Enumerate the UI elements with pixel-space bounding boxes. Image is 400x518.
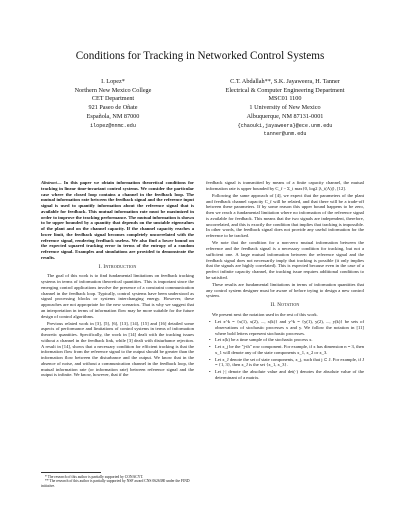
affiliation-line: Northern New Mexico College <box>74 86 152 94</box>
right-column <box>206 180 364 382</box>
footnote: ** The research of this author is partially supported by NSF award CNS 0626380 under the FIND initiative. <box>41 479 190 488</box>
affiliation-line: Electrical & Computer Engineering Department <box>225 86 345 94</box>
affiliation-line: CET Department <box>91 95 135 103</box>
list-item: • Let x_J denote the set of state components, x_j, such that j ⊂ J. For example, if J = {1, 3}, then x_J is the set {x_1, x_3}. <box>215 357 364 369</box>
left-column <box>41 180 194 380</box>
body-paragraph: Previous related work in [3], [5], [6], [13], [14], [15] and [16] detailed some aspects of performance and limitations of control systems in terms of information theoretic quantities. Specifically, the work in [14] dealt with the tracking issues without a channel in the feedback link, while [3] dealt with disturbance rejection. A result in [14], shows that a necessary condition for efficient tracking is that the information flow from the reference signal to the output should be greater than the information flow between the disturbance and the output. We know that in the absence of noise, and without a communication channel in the feedback loop, the mutual information rate (or information rate) between reference signal and the output is infinite. We know, however, that if the <box>41 320 194 378</box>
list-item: • Let x_j be the "j-th" row component. For example, if x has dimension n = 3, then x_1 will denote any of the state components x_1, x_2 or x_3. <box>215 344 364 356</box>
author-right <box>206 78 364 139</box>
body-paragraph: Following the same approach of [4], we expect that the parameters of the plant and feedback channel capacity C_f will be related, and that there will be a trade-off between these parameters. If by some reason this upper bound happens to be zero, then we reach a fundamental limitation where no information of the reference signal is available for feedback. This means that the two signals are independent, therefore, uncorrelated, and this is exactly the condition that implies that tracking is impossible. In other words, the feedback signal does not provide any useful information for the reference to be tracked. <box>206 192 364 239</box>
footnotes <box>41 472 194 488</box>
author-email: {chaouki,jayaweera}@ece.unm.edu <box>237 122 333 129</box>
affiliation-line: Española, NM 87000 <box>86 112 140 120</box>
body-paragraph: The goal of this work is to find fundamental limitations on feedback tracking systems in terms of information theoretical quantities. This is important since the emerging control applications involve the presence of a constraint communication channel in the feedback loop. Typically, control systems have been understood as signal processing blocks or systems interchanging energy. However, these approaches are not appropriate for the new scenarios. That is why we suggest that an interpretation in terms of information flow may be more suitable for the future design of control algorithms. <box>41 273 194 319</box>
author-email: ilopez@nnmc.edu <box>90 122 136 129</box>
author-name: C.T. Abdallah**, S.K. Jayaweera, H. Tanner <box>230 78 340 85</box>
footnote-rule <box>41 472 101 473</box>
list-item: • Let x(k) be a time sample of the stochastic process x. <box>215 337 364 343</box>
body-paragraph: We present next the notation used in the rest of this work. <box>212 311 318 317</box>
body-paragraph: feedback signal is transmitted by means of a finite capacity channel, the mutual information rate is upper bounded by C_f − Σ_i max{0, log2 |λ_i(A)|}, [12]. <box>206 180 364 191</box>
notation-list <box>206 319 364 381</box>
body-paragraph: We note that the condition for a non-zero mutual information between the reference and the feedback signal is a necessary condition for tracking, but not a sufficient one. A large mutual information between the reference signal and the feedback signal does not necessarily imply that tracking is possible (it only implies that the signals are highly correlated). This is expected because even in the case of a perfect infinite capacity channel, the tracking issue requires additional conditions to be satisfied. <box>206 240 364 280</box>
abstract <box>41 180 194 261</box>
abstract-lead: Abstract— <box>41 180 64 185</box>
affiliation-line: 921 Paseo de Oñate <box>88 104 138 112</box>
author-left <box>38 78 188 130</box>
paper-title: Conditions for Tracking in Networked Control Systems <box>75 50 325 62</box>
affiliation-line: 1 University of New Mexico <box>249 104 321 112</box>
author-name: I. Lopez* <box>101 78 125 85</box>
affiliation-line: MSC01 1100 <box>268 95 302 103</box>
footnote: * The research of this author is partially supported by CONACYT. <box>45 474 144 479</box>
section-heading: I. Introduction <box>98 263 137 270</box>
affiliation-line: Albuquerque, NM 87131-0001 <box>246 112 324 120</box>
abstract-body: In this paper we obtain information theoretical conditions for tracking in linear time-invariant control systems. We consider the particular case where the closed loop contains a channel in the feedback loop. The mutual information rate between the feedback signal and the reference input signal is used to quantify information about the reference signal that is available for feedback. This mutual information rate must be maximized in order to improve the tracking performance. The mutual information is shown to be upper bounded by a quantity that depends on the unstable eigenvalues of the plant and on the channel capacity. If the channel capacity reaches a lower limit, the feedback signal becomes completely uncorrelated with the reference signal, rendering feedback useless. We also find a lower bound on the expected squared tracking error in terms of the entropy of a random reference signal. Examples and simulations are provided to demonstrate the results. <box>41 180 194 260</box>
list-item: • Let |·| denote the absolute value and det(·) denotes the absolute value of the determinant of a matrix. <box>215 369 364 381</box>
author-email: tanner@unm.edu <box>263 131 307 138</box>
body-paragraph: These results are fundamental limitations in terms of information quantities that any control system designer must be aware of before trying to design a new control system. <box>206 281 364 299</box>
section-heading: II. Notation <box>270 302 300 309</box>
list-item: • Let x^k = {x(1), x(2), ..., x(k)} and y^k = {y(1), y(2), ..., y(k)} be sets of observations of stochastic processes x and y. We follow the notation in [11] where bold letters represent stochastic processes. <box>215 319 364 336</box>
